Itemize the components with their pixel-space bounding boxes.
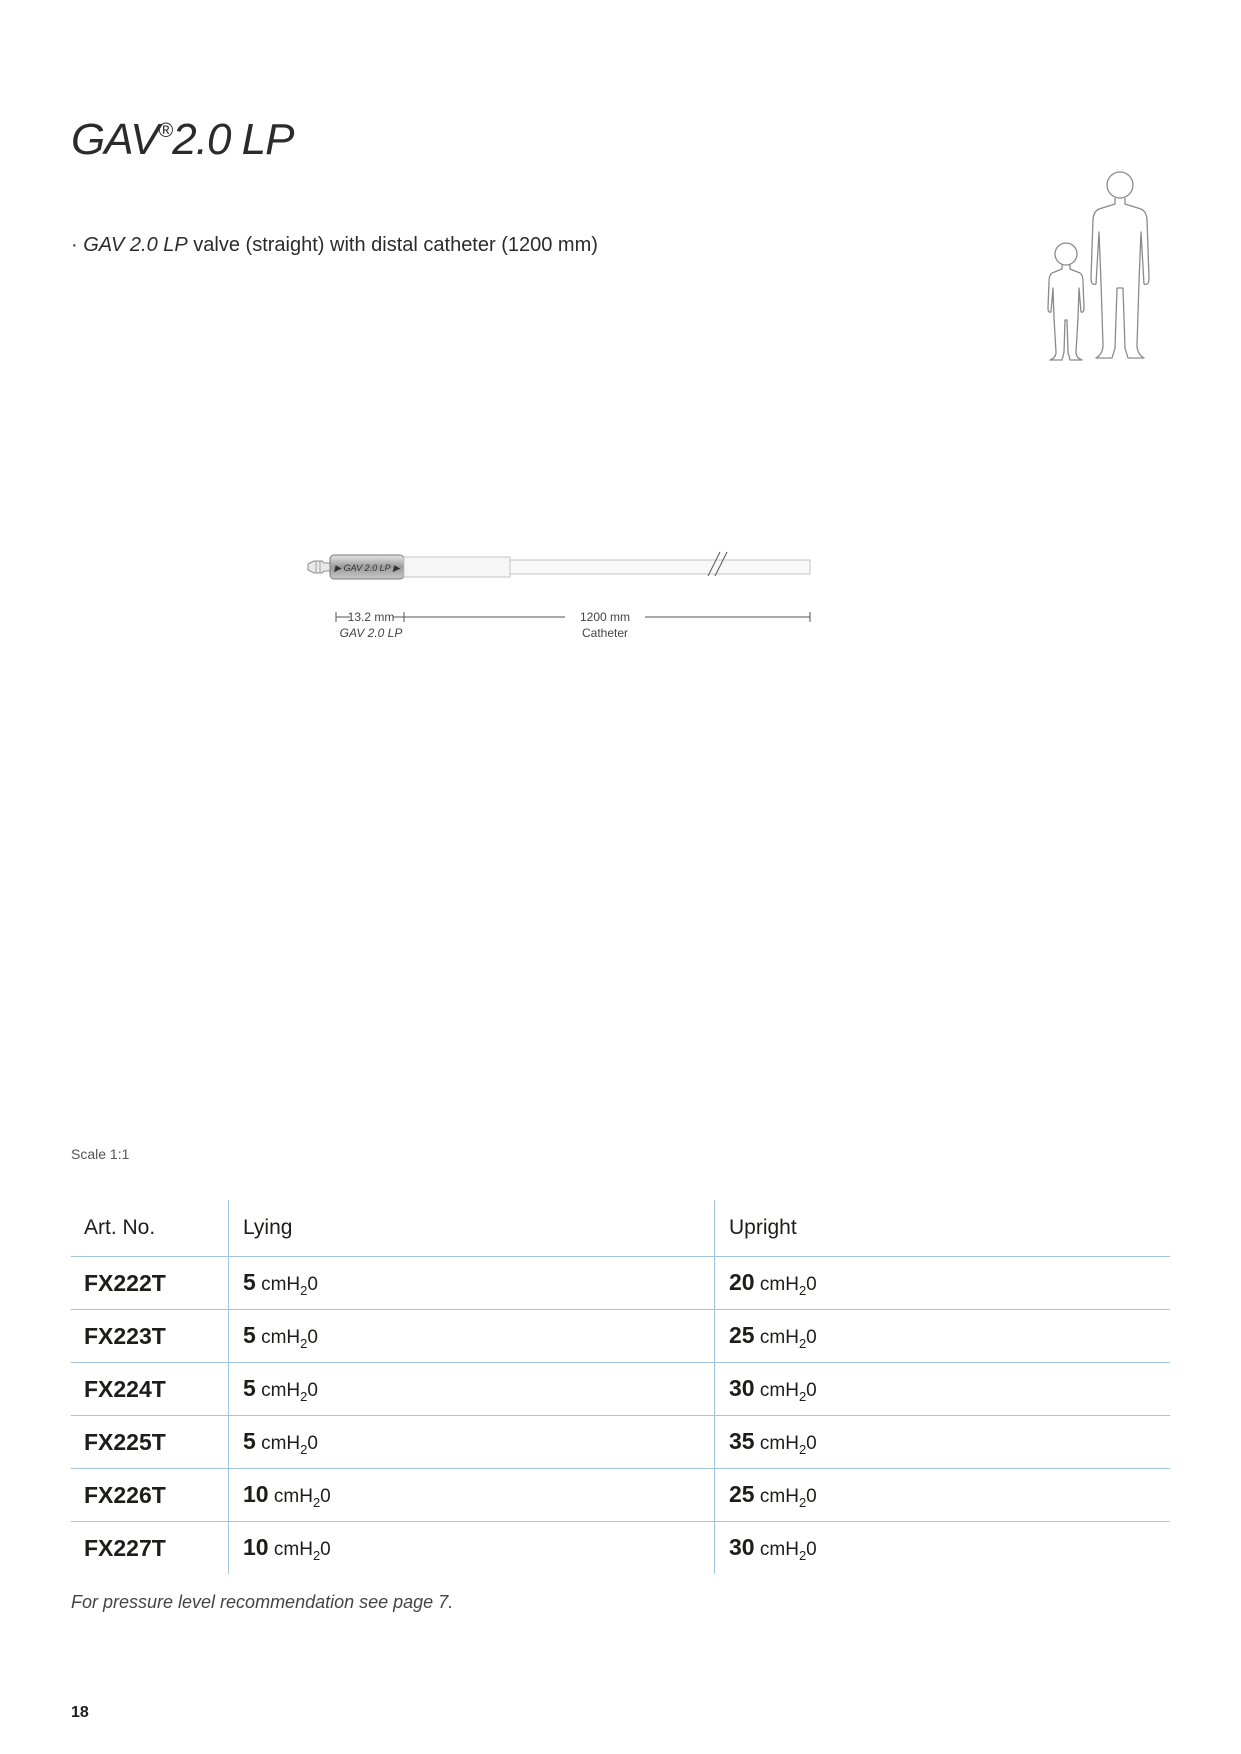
patient-figures-icon — [1036, 170, 1156, 370]
product-description — [71, 234, 598, 257]
page-title — [71, 115, 293, 165]
art-no-cell: FX222T — [71, 1257, 229, 1310]
child-figure-icon — [1048, 243, 1084, 360]
lying-pressure-value: 5 — [243, 1374, 256, 1401]
registered-mark: ® — [158, 119, 173, 142]
upright-pressure-value: 25 — [729, 1321, 755, 1348]
pressure-unit: cmH$_2$0 — [759, 1432, 817, 1457]
product-name: GAV 2.0 LP — [83, 234, 188, 256]
scale-label: Scale 1:1 — [71, 1146, 130, 1162]
lying-pressure-value: 5 — [243, 1427, 256, 1454]
catheter-length-value: 1200 mm — [579, 610, 631, 624]
table-row — [71, 1522, 1170, 1575]
valve-length-label: GAV 2.0 LP — [339, 626, 403, 640]
pressure-table — [71, 1200, 1170, 1574]
lying-pressure-value: 10 — [243, 1480, 269, 1507]
upright-pressure-cell — [715, 1522, 1171, 1575]
connector-tip — [308, 561, 330, 573]
pressure-unit: cmH$_2$0 — [261, 1432, 318, 1457]
upright-pressure-cell — [715, 1257, 1171, 1310]
lying-pressure-cell — [229, 1522, 715, 1575]
valve-catheter-diagram — [300, 540, 820, 660]
pressure-unit: cmH$_2$0 — [273, 1485, 331, 1510]
art-no-cell: FX227T — [84, 1534, 166, 1561]
table-row — [71, 1257, 1170, 1310]
header-upright: Upright — [715, 1200, 1171, 1257]
upright-pressure-cell — [715, 1363, 1171, 1416]
table-row — [71, 1469, 1170, 1522]
dimension-lines — [336, 612, 810, 622]
lying-pressure-value: 5 — [243, 1321, 256, 1348]
header-art-no: Art. No. — [71, 1200, 229, 1257]
catheter-tube — [510, 560, 810, 574]
pressure-unit: cmH$_2$0 — [759, 1538, 817, 1563]
pressure-unit: cmH$_2$0 — [759, 1485, 817, 1510]
art-no-cell: FX223T — [71, 1310, 229, 1363]
lying-pressure-cell — [229, 1416, 715, 1469]
upright-pressure-value: 35 — [729, 1427, 755, 1454]
lying-pressure-cell — [229, 1257, 715, 1310]
title-main: GAV — [71, 115, 159, 165]
title-rest: 2.0 LP — [172, 115, 294, 165]
art-no-cell: FX226T — [71, 1469, 229, 1522]
lying-pressure-cell — [229, 1310, 715, 1363]
table-row — [71, 1310, 1170, 1363]
upright-pressure-cell — [715, 1469, 1171, 1522]
upright-pressure-cell — [715, 1416, 1171, 1469]
pressure-unit: cmH$_2$0 — [261, 1326, 318, 1351]
catheter-length-label: Catheter — [581, 626, 629, 640]
lying-pressure-value: 10 — [243, 1533, 269, 1560]
table-header-row — [71, 1200, 1170, 1257]
upright-pressure-value: 30 — [729, 1533, 755, 1560]
header-lying: Lying — [229, 1200, 715, 1257]
pressure-unit: cmH$_2$0 — [759, 1273, 817, 1298]
pressure-unit: cmH$_2$0 — [759, 1379, 817, 1404]
catheter-sleeve — [404, 557, 510, 577]
table-row — [71, 1416, 1170, 1469]
art-no-cell: FX225T — [71, 1416, 229, 1469]
valve-label: ▶ GAV 2.0 LP ▶ — [334, 563, 400, 573]
lying-pressure-value: 5 — [243, 1268, 256, 1295]
adult-figure-icon — [1091, 172, 1149, 358]
bullet-marker: · — [71, 234, 78, 256]
upright-pressure-cell — [715, 1310, 1171, 1363]
footnote: For pressure level recommendation see page 7. — [71, 1592, 454, 1612]
pressure-unit: cmH$_2$0 — [759, 1326, 817, 1351]
table-row — [71, 1363, 1170, 1416]
page-number: 18 — [71, 1704, 89, 1721]
lying-pressure-cell — [229, 1363, 715, 1416]
upright-pressure-value: 30 — [729, 1374, 755, 1401]
art-no-cell: FX224T — [71, 1363, 229, 1416]
lying-pressure-cell — [229, 1469, 715, 1522]
upright-pressure-value: 20 — [729, 1268, 755, 1295]
pressure-unit: cmH$_2$0 — [261, 1273, 318, 1298]
product-description-text: valve (straight) with distal catheter (1200 mm) — [187, 234, 598, 256]
upright-pressure-value: 25 — [729, 1480, 755, 1507]
pressure-unit: cmH$_2$0 — [261, 1379, 318, 1404]
pressure-unit: cmH$_2$0 — [273, 1538, 331, 1563]
valve-length-value: 13.2 mm — [347, 610, 395, 624]
